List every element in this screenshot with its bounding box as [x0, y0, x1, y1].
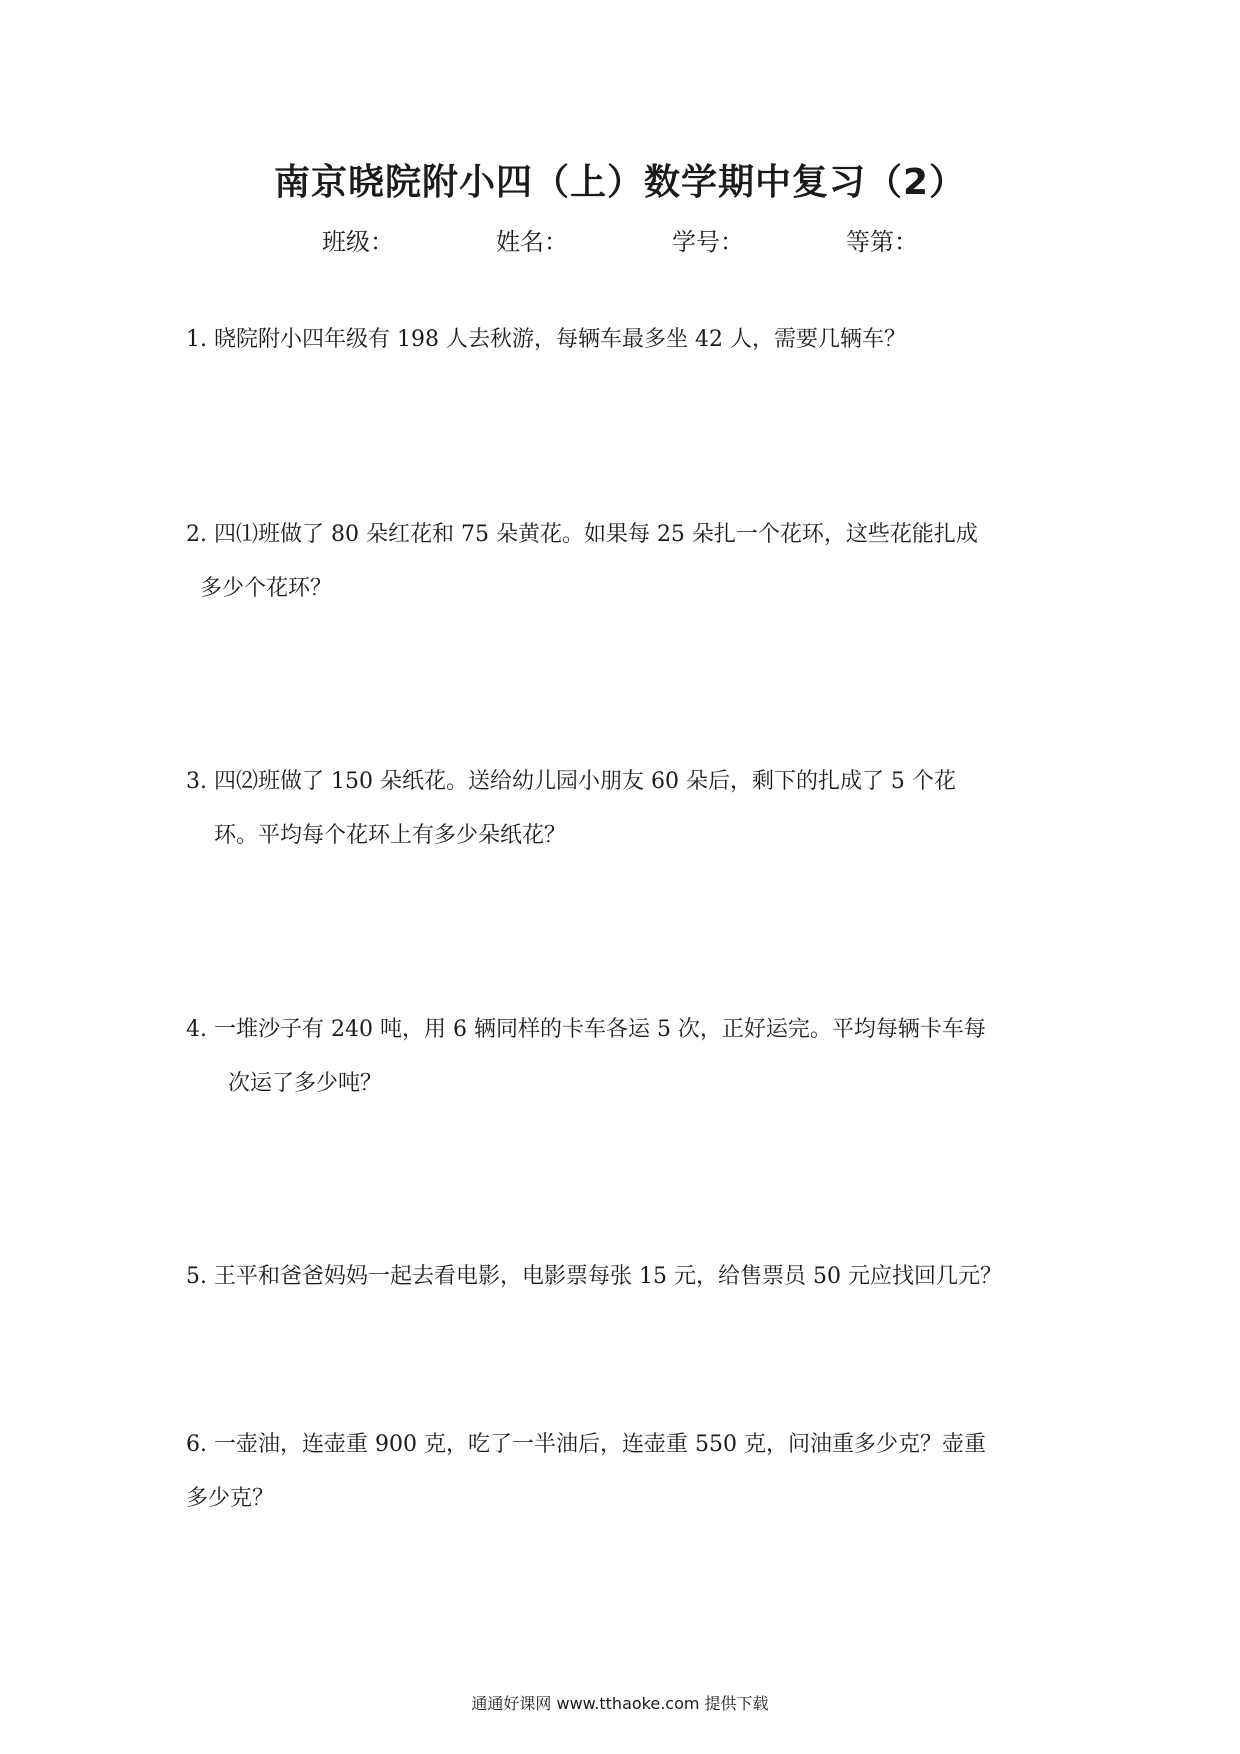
page-title: 南京晓院附小四（上）数学期中复习（2） [273, 162, 967, 203]
question-line: 多少个花环？ [200, 576, 333, 601]
question-4 [186, 1003, 1066, 1111]
footer-credit: 通通好课网 www.tthaoke.com 提供下载 [471, 1694, 769, 1713]
student-number-label: 学号： [672, 228, 744, 256]
question-2 [186, 508, 1066, 616]
question-line: 环。平均每个花环上有多少朵纸花？ [214, 823, 567, 848]
question-line: 2. 四⑴班做了 80 朵红花和 75 朵黄花。如果每 25 朵扎一个花环，这些花能扎成 [186, 522, 978, 547]
question-3 [186, 755, 1066, 863]
question-line: 5. 王平和爸爸妈妈一起去看电影，电影票每张 15 元，给售票员 50 元应找回几元？ [186, 1264, 1002, 1289]
name-label: 姓名： [496, 228, 568, 256]
question-5 [186, 1250, 1066, 1304]
question-line: 4. 一堆沙子有 240 吨，用 6 辆同样的卡车各运 5 次，正好运完。平均每辆卡车每 [186, 1017, 986, 1042]
question-line: 多少克？ [186, 1486, 275, 1511]
question-line: 3. 四⑵班做了 150 朵纸花。送给幼儿园小朋友 60 朵后，剩下的扎成了 5 个花 [186, 769, 956, 794]
question-line: 1. 晓院附小四年级有 198 人去秋游，每辆车最多坐 42 人，需要几辆车？ [186, 327, 906, 352]
class-label: 班级： [322, 228, 394, 256]
question-6 [186, 1418, 1066, 1526]
question-line: 次运了多少吨？ [228, 1071, 383, 1096]
grade-label: 等第： [846, 228, 918, 256]
student-info-row [0, 222, 1240, 262]
question-1 [186, 313, 1066, 367]
question-line: 6. 一壶油，连壶重 900 克，吃了一半油后，连壶重 550 克，问油重多少克？壶重 [186, 1432, 986, 1457]
